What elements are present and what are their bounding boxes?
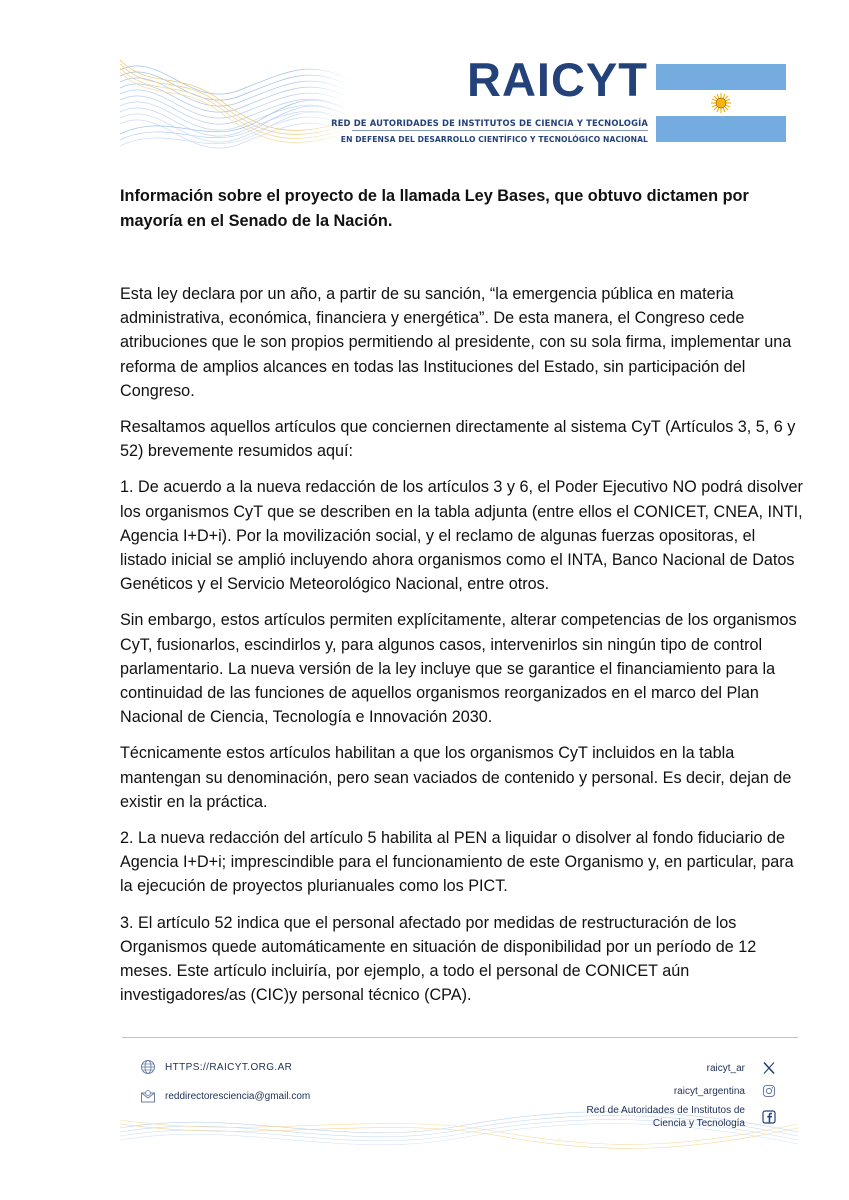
x-handle[interactable]: raicyt_ar <box>706 1063 745 1074</box>
paragraph-point-1: 1. De acuerdo a la nueva redacción de los artículos 3 y 6, el Poder Ejecutivo NO podrá disolver los organismos CyT que se describen en la tabla adjunta (entre ellos el CONICET, CNEA, INTI, Agencia I+D+i). Por la movilización social, y el reclamo de algunas fuerzas opositoras, el listado inicial se amplió incluyendo ahora organismos como el INTA, Banco Nacional de Datos Genéticos y el Servicio Meteorológico Nacional, entre otros. <box>120 478 803 594</box>
document-title: Información sobre el proyecto de la llamada Ley Bases, que obtuvo dictamen por mayoría en el Senado de la Nación. <box>120 187 749 230</box>
paragraph-technically: Técnicamente estos artículos habilitan a que los organismos CyT incluidos en la tabla mantengan su denominación, pero sean vaciados de contenido y personal. Es decir, dejan de existir en la práctica. <box>120 744 792 811</box>
website-contact[interactable] <box>140 1059 292 1075</box>
brand-name: RAICYT <box>467 53 648 106</box>
facebook-name-line2: Ciencia y Tecnología <box>652 1118 745 1129</box>
website-link[interactable]: HTTPS://RAICYT.ORG.AR <box>165 1061 293 1073</box>
instagram-icon[interactable] <box>762 1084 776 1098</box>
instagram-handle[interactable]: raicyt_argentina <box>673 1086 745 1097</box>
globe-icon <box>140 1059 156 1075</box>
paragraph-point-2: 2. La nueva redacción del artículo 5 habilita al PEN a liquidar o disolver al fondo fiduciario de Agencia I+D+i; imprescindible para el funcionamiento de este Organismo y, en particular, para la ejecución de proyectos plurianuales como los PICT. <box>120 829 794 896</box>
brand-divider <box>352 130 648 131</box>
brand-subtitle-line2: EN DEFENSA DEL DESARROLLO CIENTÍFICO Y TECNOLÓGICO NACIONAL <box>340 135 648 144</box>
brand-subtitle-line1: RED DE AUTORIDADES DE INSTITUTOS DE CIENCIA Y TECNOLOGÍA <box>331 118 648 128</box>
facebook-name-line1: Red de Autoridades de Institutos de <box>586 1105 745 1116</box>
paragraph-articles-summary: Resaltamos aquellos artículos que conciernen directamente al sistema CyT (Artículos 3, 5, 6 y 52) brevemente resumidos aquí: <box>120 418 796 461</box>
email-link[interactable]: reddirectoresciencia@gmail.com <box>165 1090 311 1102</box>
document-body <box>120 282 805 1019</box>
brand-block <box>331 52 652 152</box>
email-icon <box>140 1088 156 1104</box>
email-contact[interactable] <box>140 1088 310 1104</box>
x-icon[interactable] <box>762 1061 776 1075</box>
argentina-flag-icon <box>656 64 786 142</box>
decorative-waves-header <box>120 50 350 154</box>
footer-divider <box>122 1037 798 1038</box>
paragraph-intro: Esta ley declara por un año, a partir de su sanción, “la emergencia pública en materia administrativa, económica, financiera y energética”. De esta manera, el Congreso cede atribuciones que le son propios permitiendo al presidente, con su sola firma, implementar una reforma de amplios alcances en todas las Instituciones del Estado, sin participación del Congreso. <box>120 285 792 400</box>
paragraph-however: Sin embargo, estos artículos permiten explícitamente, alterar competencias de los organismos CyT, fusionarlos, escindirlos y, para algunos casos, intervenirlos sin ningún tipo de control parlamentario. La nueva versión de la ley incluye que se garantice el financiamiento para la continuidad de las funciones de aquellos organismos reorganizados en el marco del Plan Nacional de Ciencia, Tecnología e Innovación 2030. <box>120 611 797 727</box>
paragraph-point-3: 3. El artículo 52 indica que el personal afectado por medidas de restructuración de los Organismos quede automáticamente en situación de disponibilidad por un período de 12 meses. Este artículo incluiría, por ejemplo, a todo el personal de CONICET aún investigadores/as (CIC)y personal técnico (CPA). <box>120 913 757 1005</box>
facebook-icon[interactable] <box>762 1110 776 1124</box>
facebook-page-name[interactable] <box>587 1104 745 1130</box>
